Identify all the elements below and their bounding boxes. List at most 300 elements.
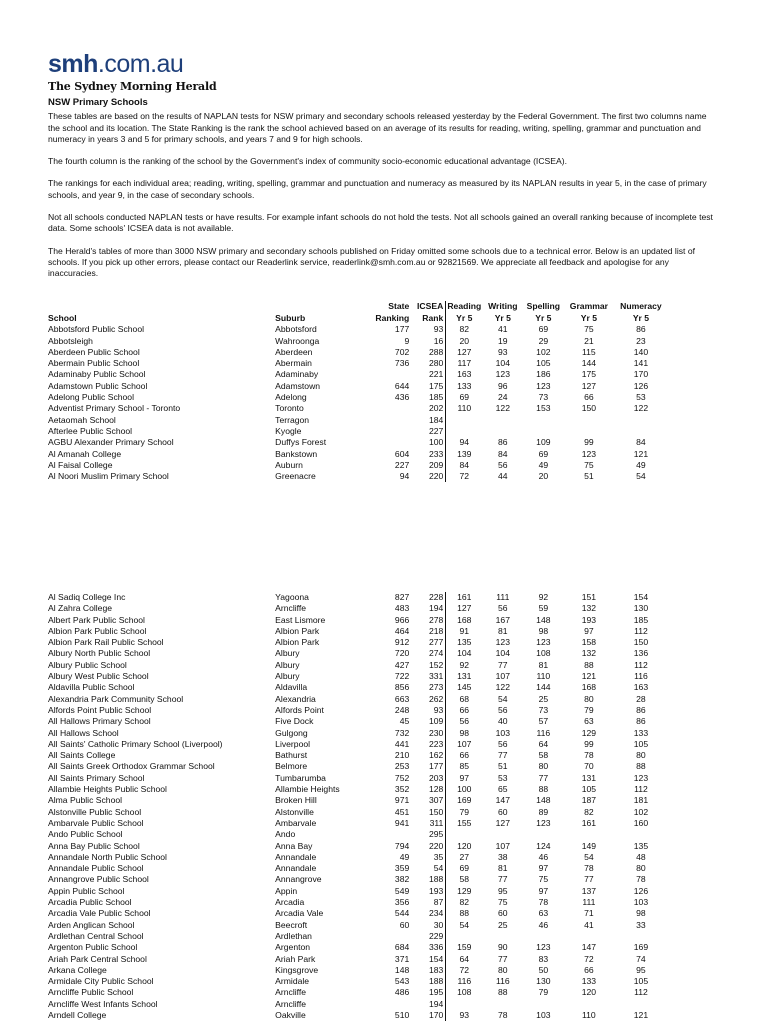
numeracy-cell: 122	[633, 403, 649, 414]
reading-cell: 155	[457, 817, 472, 828]
state-ranking-cell: 436	[394, 392, 410, 403]
writing-cell: 80	[498, 964, 508, 975]
reading-cell: 98	[459, 727, 470, 738]
table-row	[48, 716, 668, 727]
table-row	[48, 682, 668, 693]
state-ranking-cell: 486	[394, 987, 410, 998]
numeracy-cell: 112	[634, 987, 648, 998]
state-ranking-cell	[362, 415, 409, 426]
spelling-cell	[523, 829, 563, 840]
numeracy-cell: 54	[636, 471, 646, 482]
suburb-cell: Bankstown	[275, 448, 318, 459]
grammar-cell: 66	[584, 392, 594, 403]
spelling-cell: 98	[538, 625, 549, 636]
state-ranking-cell: 464	[394, 625, 410, 636]
writing-cell: 93	[498, 346, 508, 357]
reading-cell: 20	[459, 335, 470, 346]
suburb-cell: Arncliffe	[275, 603, 307, 614]
grammar-cell: 80	[584, 693, 594, 704]
header-reading: Reading	[447, 301, 482, 312]
icsea-rank-cell: 193	[409, 886, 446, 897]
school-name-cell: All Saints' Catholic Primary School (Liverpool)	[48, 738, 223, 749]
writing-cell: 40	[498, 716, 508, 727]
suburb-cell: Duffys Forest	[275, 437, 327, 448]
writing-cell: 104	[495, 358, 510, 369]
reading-cell	[446, 999, 483, 1010]
school-name-cell: Alexandria Park Community School	[48, 693, 184, 704]
reading-cell: 107	[457, 738, 472, 749]
writing-cell: 77	[498, 874, 508, 885]
spelling-cell: 110	[536, 671, 551, 682]
reading-cell: 97	[459, 772, 470, 783]
suburb-cell: East Lismore	[275, 614, 326, 625]
grammar-cell: 175	[581, 369, 597, 380]
table-row	[48, 965, 668, 976]
table-row	[48, 415, 668, 426]
numeracy-cell: 88	[636, 761, 646, 772]
reading-cell: 66	[459, 704, 470, 715]
suburb-cell: Yagoona	[275, 592, 309, 602]
suburb-cell: Alfords Point	[275, 704, 324, 715]
numeracy-cell: 103	[633, 897, 649, 908]
intro-paragraph-1: These tables are based on the results of NAPLAN tests for NSW primary and secondary schools released yesterday by the Federal Government. The first two columns name the school and its location. The State Ranking is the rank the school achieved based on an average of its results for reading, writing, spelling, grammar and punctuation and numeracy in years 3 and 5 for primary schools, and years 7 and 9 for high schools.	[48, 111, 707, 144]
table-row	[48, 908, 668, 919]
reading-cell: 163	[457, 369, 472, 380]
school-name-cell: Arden Anglican School	[48, 919, 135, 930]
numeracy-cell: 98	[636, 908, 646, 919]
suburb-cell: Beecroft	[275, 919, 308, 930]
reading-cell: 108	[457, 987, 472, 998]
suburb-cell: Kingsgrove	[275, 964, 319, 975]
header-yr5: Yr 5	[456, 313, 473, 323]
spelling-cell: 97	[538, 863, 549, 874]
numeracy-cell: 112	[634, 625, 648, 636]
reading-cell: 91	[459, 625, 470, 636]
state-ranking-cell	[362, 369, 409, 380]
icsea-rank-cell: 220	[409, 841, 446, 852]
table-row	[48, 660, 668, 671]
spelling-cell	[523, 931, 563, 942]
intro-paragraph-5: The Herald's tables of more than 3000 NSW primary and secondary schools published on Friday omitted some schools due to a technical error. Below is an updated list of schools. If you pick up other errors, please contact our Readerlink service, readerlink@smh.com.au or 92821569. We appreciate all feedback and apologise for any inaccuracies.	[48, 245, 695, 279]
state-ranking-cell: 510	[394, 1009, 410, 1020]
spelling-cell: 92	[538, 592, 549, 602]
numeracy-cell: 185	[633, 614, 649, 625]
numeracy-cell: 160	[633, 817, 649, 828]
spelling-cell: 123	[536, 817, 551, 828]
writing-cell: 25	[498, 919, 508, 930]
state-ranking-cell: 720	[394, 648, 410, 659]
intro-paragraph-2: The fourth column is the ranking of the school by the Government's index of community socio-economic educational advantage (ICSEA).	[48, 156, 567, 167]
suburb-cell: Wahroonga	[275, 335, 320, 346]
spelling-cell: 79	[538, 987, 549, 998]
grammar-cell: 21	[584, 335, 594, 346]
reading-cell: 27	[459, 851, 470, 862]
numeracy-cell	[614, 999, 667, 1010]
icsea-rank-cell: 93	[409, 324, 446, 335]
table-row	[48, 426, 668, 437]
school-name-cell: All Saints Primary School	[48, 772, 145, 783]
reading-cell: 79	[459, 806, 470, 817]
header-state: State	[388, 301, 410, 312]
icsea-rank-cell: 311	[409, 818, 446, 829]
reading-cell: 88	[459, 908, 470, 919]
school-name-cell: Arkana College	[48, 964, 107, 975]
school-name-cell: Al Faisal College	[48, 459, 113, 470]
school-name-cell: Albury West Public School	[48, 671, 149, 682]
spelling-cell	[523, 415, 563, 426]
numeracy-cell: 126	[633, 380, 649, 391]
reading-cell: 82	[459, 324, 470, 335]
numeracy-cell: 121	[633, 1009, 649, 1020]
grammar-cell: 99	[584, 437, 594, 448]
grammar-cell: 78	[584, 750, 594, 761]
school-name-cell: Arndell College	[48, 1009, 107, 1020]
suburb-cell: Allambie Heights	[275, 784, 340, 795]
state-ranking-cell: 248	[394, 704, 410, 715]
numeracy-cell: 130	[633, 603, 649, 614]
header-cell	[48, 301, 275, 313]
icsea-rank-cell: 183	[409, 965, 446, 976]
icsea-rank-cell: 233	[409, 449, 446, 460]
grammar-cell: 137	[581, 885, 597, 896]
table-row	[48, 999, 668, 1010]
icsea-rank-cell: 223	[409, 739, 446, 750]
state-ranking-cell	[362, 999, 409, 1010]
writing-cell: 56	[498, 738, 508, 749]
grammar-cell: 132	[581, 648, 597, 659]
icsea-rank-cell: 188	[409, 976, 446, 987]
writing-cell: 147	[495, 795, 510, 806]
writing-cell: 56	[498, 603, 508, 614]
reading-cell: 84	[459, 459, 470, 470]
table-row	[48, 976, 668, 987]
grammar-cell: 150	[581, 403, 597, 414]
spelling-cell: 123	[536, 942, 551, 953]
header-suburb: Suburb	[275, 313, 306, 323]
suburb-cell: Broken Hill	[275, 795, 317, 806]
intro-paragraph-3: The rankings for each individual area; reading, writing, spelling, grammar and punctuation and numeracy as measured by its NAPLAN results in year 5, in the case of primary schools, and year 9, in the case of secondary schools.	[48, 178, 707, 200]
school-name-cell: Al Noori Muslim Primary School	[48, 471, 169, 482]
spelling-cell: 102	[536, 346, 551, 357]
state-ranking-cell: 966	[394, 614, 410, 625]
icsea-rank-cell: 188	[409, 874, 446, 885]
header-icsea: ICSEA	[409, 301, 446, 313]
site-logo[interactable]	[48, 52, 216, 77]
table-row	[48, 773, 668, 784]
numeracy-cell: 141	[633, 358, 649, 369]
suburb-cell: Albion Park	[275, 637, 320, 648]
reading-cell: 56	[459, 716, 470, 727]
suburb-cell: Gulgong	[275, 727, 308, 738]
icsea-rank-cell: 93	[409, 705, 446, 716]
suburb-cell: Aldavilla	[275, 682, 308, 693]
numeracy-cell: 84	[636, 437, 646, 448]
suburb-cell: Albion Park	[275, 625, 320, 636]
writing-cell: 24	[498, 392, 508, 403]
state-ranking-cell: 827	[394, 592, 410, 602]
school-name-cell: All Saints College	[48, 750, 116, 761]
reading-cell: 161	[457, 592, 472, 602]
suburb-cell: Ambarvale	[275, 817, 317, 828]
school-name-cell: Anna Bay Public School	[48, 840, 140, 851]
intro-paragraph-4: Not all schools conducted NAPLAN tests or have results. For example infant schools do not hold the tests. Not all schools gained an overall ranking because of incomplete test data. Some schools' ICSEA data is not available.	[48, 212, 713, 234]
reading-cell: 85	[459, 761, 470, 772]
suburb-cell: Ariah Park	[275, 953, 316, 964]
school-name-cell: Albert Park Public School	[48, 614, 145, 625]
school-name-cell: Al Zahra College	[48, 603, 113, 614]
school-name-cell: Adaminaby Public School	[48, 369, 146, 380]
writing-cell: 51	[498, 761, 508, 772]
numeracy-cell: 48	[636, 851, 646, 862]
state-ranking-cell: 227	[394, 459, 410, 470]
writing-cell: 77	[498, 750, 508, 761]
grammar-cell: 72	[584, 953, 594, 964]
state-ranking-cell: 544	[394, 908, 410, 919]
numeracy-cell	[614, 931, 667, 942]
suburb-cell: Arncliffe	[275, 987, 307, 998]
school-name-cell: Albion Park Public School	[48, 625, 147, 636]
suburb-cell: Albury	[275, 659, 300, 670]
writing-cell: 77	[498, 953, 508, 964]
table-row	[48, 369, 668, 380]
state-ranking-cell: 663	[394, 693, 410, 704]
table-row	[48, 829, 668, 840]
writing-cell: 81	[498, 863, 508, 874]
spelling-cell: 46	[538, 851, 549, 862]
writing-cell: 60	[498, 806, 508, 817]
school-name-cell: Al Amanah College	[48, 448, 122, 459]
school-name-cell: All Hallows Primary School	[48, 716, 151, 727]
spelling-cell: 130	[536, 976, 551, 987]
spelling-cell: 20	[538, 471, 549, 482]
logo-bold-text: smh	[48, 50, 98, 78]
icsea-rank-cell: 154	[409, 954, 446, 965]
state-ranking-cell	[362, 931, 409, 942]
school-name-cell: Ando Public School	[48, 829, 123, 840]
reading-cell: 127	[457, 603, 472, 614]
spelling-cell: 123	[536, 380, 551, 391]
table-row	[48, 863, 668, 874]
school-name-cell: Arncliffe West Infants School	[48, 998, 158, 1009]
school-name-cell: Allambie Heights Public School	[48, 784, 167, 795]
state-ranking-cell: 9	[404, 335, 410, 346]
suburb-cell: Ando	[275, 829, 296, 840]
suburb-cell: Terragon	[275, 414, 310, 425]
grammar-cell: 71	[584, 908, 594, 919]
state-ranking-cell: 912	[394, 637, 410, 648]
suburb-cell: Abermain	[275, 358, 312, 369]
icsea-rank-cell: 228	[409, 592, 446, 603]
header-yr5: Yr 5	[494, 313, 511, 323]
table-row	[48, 449, 668, 460]
suburb-cell: Arcadia	[275, 897, 305, 908]
spelling-cell	[523, 999, 563, 1010]
spelling-cell: 75	[538, 874, 549, 885]
spelling-cell: 89	[538, 806, 549, 817]
table-row	[48, 381, 668, 392]
table-row	[48, 648, 668, 659]
suburb-cell: Oakville	[275, 1009, 306, 1020]
table-row	[48, 324, 668, 335]
state-ranking-cell: 210	[394, 750, 410, 761]
header-spelling: Spelling	[526, 301, 561, 312]
grammar-cell: 131	[581, 772, 597, 783]
suburb-cell: Alexandria	[275, 693, 316, 704]
reading-cell: 100	[457, 784, 472, 795]
reading-cell: 54	[459, 919, 470, 930]
spelling-cell: 116	[536, 727, 551, 738]
spelling-cell: 77	[538, 772, 549, 783]
reading-cell: 168	[457, 614, 472, 625]
table-row	[48, 807, 668, 818]
writing-cell: 90	[498, 942, 508, 953]
numeracy-cell: 163	[633, 682, 649, 693]
state-ranking-cell: 794	[394, 840, 410, 851]
writing-cell: 123	[495, 369, 510, 380]
header-rank: Rank	[409, 313, 446, 324]
reading-cell: 66	[459, 750, 470, 761]
icsea-rank-cell: 100	[409, 437, 446, 448]
spelling-cell: 78	[538, 897, 549, 908]
icsea-rank-cell: 288	[409, 347, 446, 358]
spelling-cell: 46	[538, 919, 549, 930]
suburb-cell: Five Dock	[275, 716, 314, 727]
school-name-cell: Abbotsford Public School	[48, 324, 145, 335]
state-ranking-cell	[362, 426, 409, 437]
icsea-rank-cell: 128	[409, 784, 446, 795]
suburb-cell: Armidale	[275, 976, 310, 987]
table-header-row-top	[48, 301, 668, 313]
reading-cell: 68	[459, 693, 470, 704]
writing-cell: 107	[495, 840, 510, 851]
state-ranking-cell: 732	[394, 727, 410, 738]
state-ranking-cell: 702	[394, 346, 410, 357]
table-row	[48, 795, 668, 806]
spelling-cell: 103	[536, 1009, 551, 1020]
grammar-cell: 51	[584, 471, 594, 482]
grammar-cell: 105	[581, 784, 597, 795]
reading-cell: 92	[459, 659, 470, 670]
table-row	[48, 818, 668, 829]
numeracy-cell: 86	[636, 324, 646, 335]
numeracy-cell: 154	[633, 592, 649, 602]
icsea-rank-cell: 331	[409, 671, 446, 682]
reading-cell: 159	[457, 942, 472, 953]
reading-cell: 120	[457, 840, 472, 851]
header-grammar: Grammar	[569, 301, 608, 312]
reading-cell: 72	[459, 471, 470, 482]
numeracy-cell: 80	[636, 863, 646, 874]
writing-cell: 56	[498, 459, 508, 470]
school-name-cell: Abermain Public School	[48, 358, 140, 369]
numeracy-cell: 121	[633, 448, 649, 459]
icsea-rank-cell: 295	[409, 829, 446, 840]
numeracy-cell: 102	[633, 806, 649, 817]
suburb-cell: Annangrove	[275, 874, 322, 885]
suburb-cell: Alstonville	[275, 806, 314, 817]
writing-cell: 44	[498, 471, 508, 482]
icsea-rank-cell: 307	[409, 795, 446, 806]
table-row	[48, 897, 668, 908]
icsea-rank-cell: 229	[409, 931, 446, 942]
grammar-cell: 132	[581, 603, 597, 614]
numeracy-cell	[614, 415, 667, 426]
reading-cell: 169	[457, 795, 472, 806]
numeracy-cell: 135	[633, 840, 649, 851]
state-ranking-cell: 604	[394, 448, 410, 459]
table-row	[48, 852, 668, 863]
table-row	[48, 592, 668, 603]
icsea-rank-cell: 230	[409, 728, 446, 739]
table-row	[48, 671, 668, 682]
spelling-cell: 83	[538, 953, 549, 964]
writing-cell: 84	[498, 448, 508, 459]
table-row	[48, 750, 668, 761]
numeracy-cell: 123	[633, 772, 649, 783]
writing-cell: 95	[498, 885, 508, 896]
school-name-cell: Abbotsleigh	[48, 335, 93, 346]
header-school: School	[48, 313, 77, 323]
state-ranking-cell: 971	[394, 795, 410, 806]
icsea-rank-cell: 274	[409, 648, 446, 659]
school-name-cell: Adventist Primary School - Toronto	[48, 403, 181, 414]
spelling-cell: 80	[538, 761, 549, 772]
state-ranking-cell: 359	[394, 863, 410, 874]
school-name-cell: Alma Public School	[48, 795, 123, 806]
grammar-cell: 149	[581, 840, 597, 851]
spelling-cell: 73	[538, 704, 549, 715]
reading-cell: 82	[459, 897, 470, 908]
state-ranking-cell: 684	[394, 942, 410, 953]
numeracy-cell: 136	[633, 648, 649, 659]
suburb-cell: Adamstown	[275, 380, 321, 391]
reading-cell: 139	[457, 448, 472, 459]
writing-cell: 122	[495, 682, 510, 693]
reading-cell	[446, 415, 483, 426]
numeracy-cell	[614, 426, 667, 437]
numeracy-cell: 86	[636, 716, 646, 727]
icsea-rank-cell: 35	[409, 852, 446, 863]
table-row	[48, 987, 668, 998]
writing-cell: 116	[495, 976, 510, 987]
school-name-cell: Appin Public School	[48, 885, 125, 896]
spelling-cell: 105	[536, 358, 551, 369]
icsea-rank-cell: 278	[409, 615, 446, 626]
grammar-cell	[563, 426, 614, 437]
school-name-cell: Albury Public School	[48, 659, 127, 670]
page-title: NSW Primary Schools	[48, 97, 148, 108]
state-ranking-cell: 941	[394, 817, 410, 828]
icsea-rank-cell: 234	[409, 908, 446, 919]
table-row	[48, 336, 668, 347]
school-name-cell: Ardlethan Central School	[48, 930, 144, 941]
icsea-rank-cell: 202	[409, 403, 446, 414]
grammar-cell: 161	[581, 817, 597, 828]
grammar-cell: 158	[581, 637, 597, 648]
state-ranking-cell	[362, 829, 409, 840]
numeracy-cell: 112	[634, 784, 648, 795]
grammar-cell	[563, 999, 614, 1010]
state-ranking-cell: 148	[394, 964, 410, 975]
state-ranking-cell: 451	[394, 806, 410, 817]
table-row	[48, 942, 668, 953]
reading-cell: 129	[457, 885, 472, 896]
state-ranking-cell: 441	[394, 738, 410, 749]
school-name-cell: Ambarvale Public School	[48, 817, 144, 828]
grammar-cell: 110	[582, 1009, 596, 1020]
numeracy-cell: 78	[636, 874, 646, 885]
state-ranking-cell: 356	[394, 897, 410, 908]
